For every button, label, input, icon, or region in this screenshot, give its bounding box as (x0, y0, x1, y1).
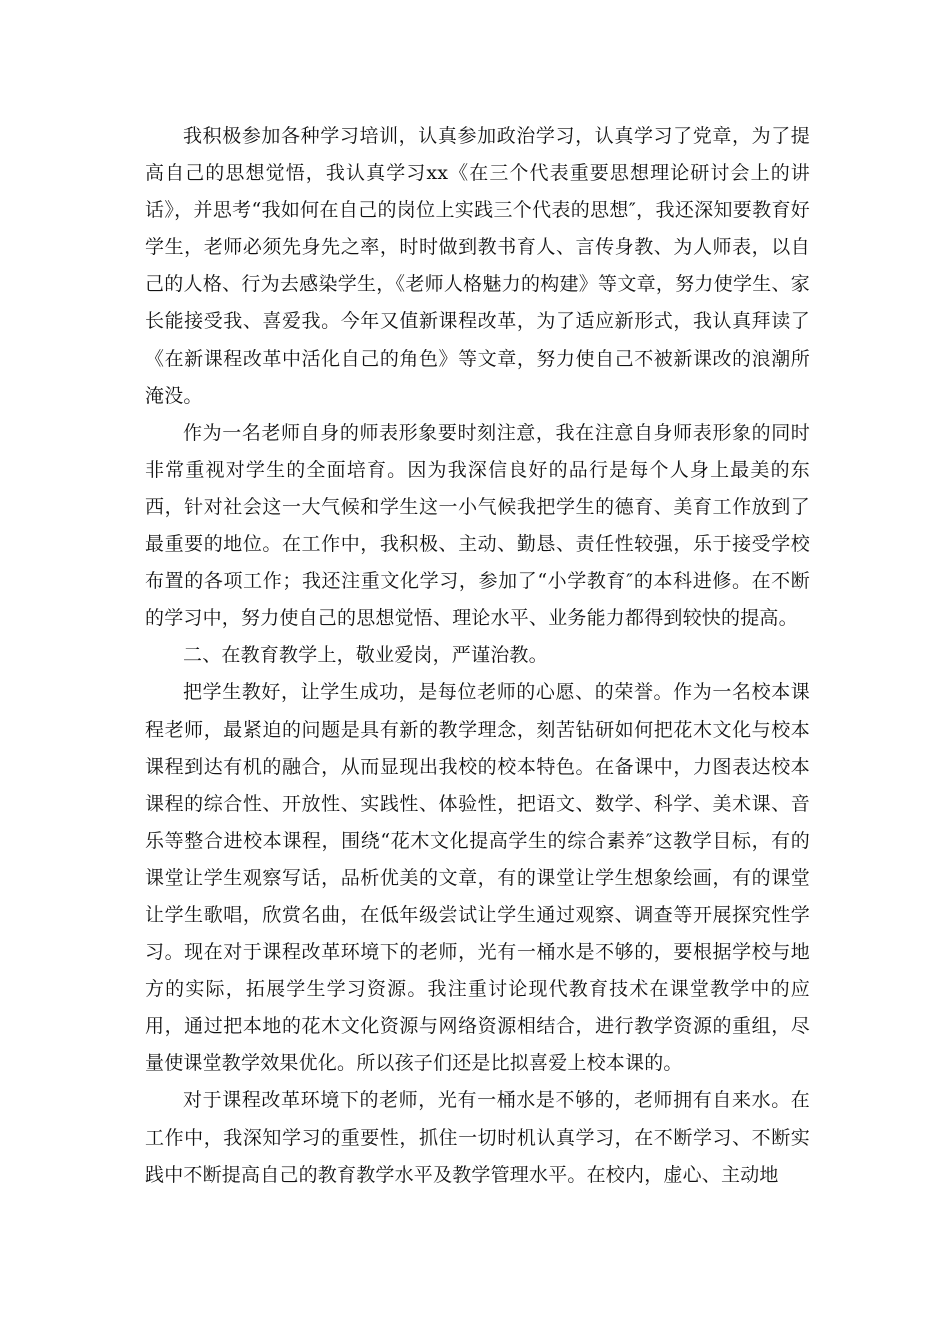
document-body (145, 118, 810, 1194)
section-heading-teaching: 二、在教育教学上，敬业爱岗，严谨治教。 (183, 644, 548, 667)
paragraph-study-training: 我积极参加各种学习培训，认真参加政治学习，认真学习了党章，为了提高自己的思想觉悟，我认真学习xx《在三个代表重要思想理论研讨会上的讲话》，并思考“我如何在自己的岗位上实践三个代表的思想″，我还深知要教育好学生，老师必须先身先之率，时时做到教书育人、言传身教、为人师表，以自己的人格、行为去感染学生，《老师人格魅力的构建》等文章，努力使学生、家长能接受我、喜爱我。今年又值新课程改革，为了适应新形式，我认真拜读了《在新课程改革中活化自己的角色》等文章，努力使自己不被新课改的浪潮所淹没。 (145, 125, 810, 407)
paragraph-school-curriculum: 把学生教好，让学生成功，是每位老师的心愿、的荣誉。作为一名校本课程老师，最紧迫的问题是具有新的教学理念，刻苦钻研如何把花木文化与校本课程到达有机的融合，从而显现出我校的校本特色。在备课中，力图表达校本课程的综合性、开放性、实践性、体验性，把语文、数学、科学、美术课、音乐等整合进校本课程，围绕“花木文化提高学生的综合素养″这教学目标，有的课堂让学生观察写话，品析优美的文章，有的课堂让学生想象绘画，有的课堂让学生歌唱，欣赏名曲，在低年级尝试让学生通过观察、调查等开展探究性学习。现在对于课程改革环境下的老师，光有一桶水是不够的，要根据学校与地方的实际，拓展学生学习资源。我注重讨论现代教育技术在课堂教学中的应用，通过把本地的花木文化资源与网络资源相结合，进行教学资源的重组，尽量使课堂教学效果优化。所以孩子们还是比拟喜爱上校本课的。 (145, 681, 810, 1075)
paragraph-teacher-image: 作为一名老师自身的师表形象要时刻注意，我在注意自身师表形象的同时非常重视对学生的全面培育。因为我深信良好的品行是每个人身上最美的东西，针对社会这一大气候和学生这一小气候我把学生的德育、美育工作放到了最重要的地位。在工作中，我积极、主动、勤恳、责任性较强，乐于接受学校布置的各项工作；我还注重文化学习，参加了“小学教育″的本科进修。在不断的学习中，努力使自己的思想觉悟、理论水平、业务能力都得到较快的提高。 (145, 421, 810, 630)
paragraph-continuous-learning: 对于课程改革环境下的老师，光有一桶水是不够的，老师拥有自来水。在工作中，我深知学习的重要性，抓住一切时机认真学习，在不断学习、不断实践中不断提高自己的教育教学水平及教学管理水平。在校内，虚心、主动地 (145, 1089, 810, 1186)
